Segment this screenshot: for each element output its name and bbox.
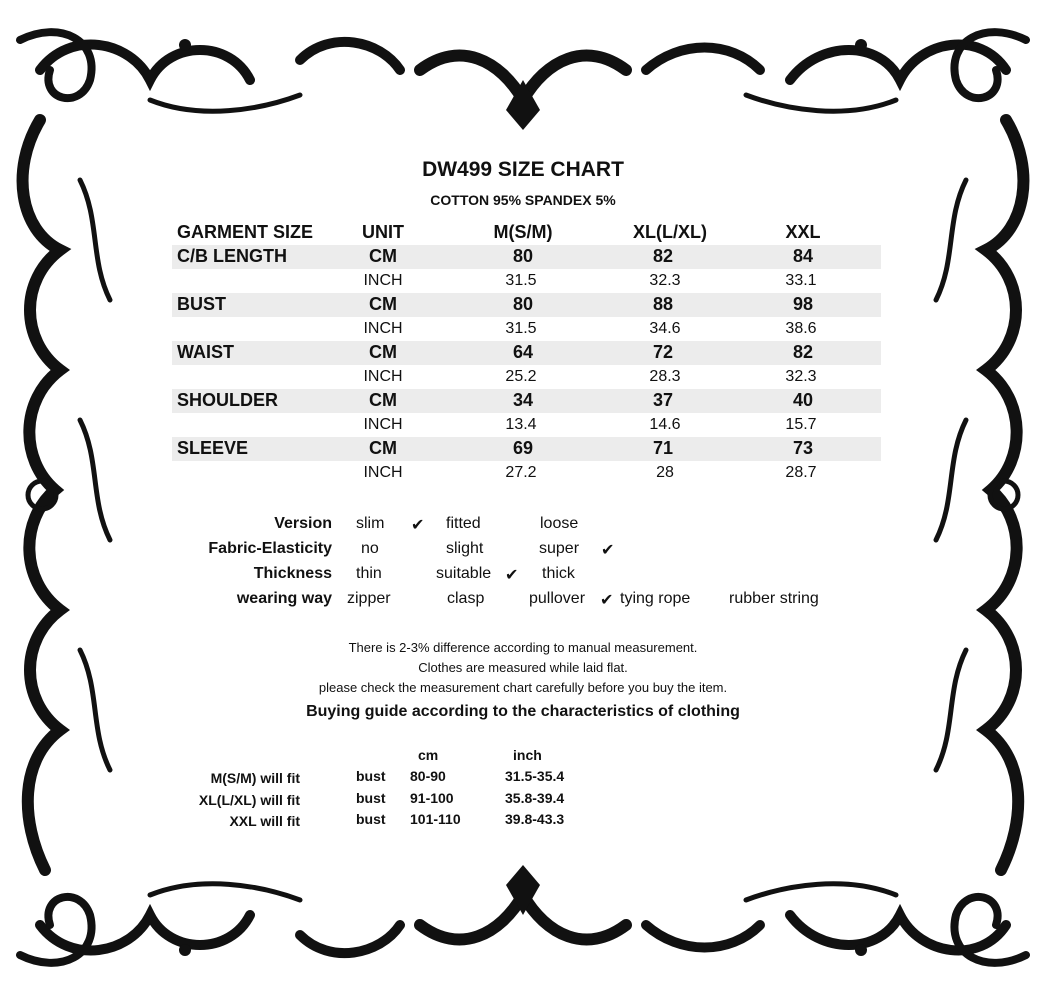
unit-inch: INCH <box>363 368 403 385</box>
page-title: DW499 SIZE CHART <box>422 158 624 181</box>
guide-inch-range: 35.8-39.4 <box>505 790 565 806</box>
value-cm: 82 <box>792 342 814 362</box>
measure-label: C/B LENGTH <box>177 246 287 266</box>
attr-elasticity-label: Fabric-Elasticity <box>208 540 332 557</box>
guide-header-cm: cm <box>418 747 439 763</box>
header-unit: UNIT <box>362 222 404 242</box>
note-laid-flat: Clothes are measured while laid flat. <box>418 660 628 675</box>
unit-inch: INCH <box>363 464 403 481</box>
unit-cm: CM <box>369 294 397 314</box>
attr-option: tying rope <box>620 590 691 607</box>
header-size-m: M(S/M) <box>493 222 553 242</box>
guide-part: bust <box>356 811 386 827</box>
value-cm: 72 <box>652 342 674 362</box>
guide-inch-range: 31.5-35.4 <box>505 768 565 784</box>
value-cm: 40 <box>792 390 814 410</box>
guide-inch-range: 39.8-43.3 <box>505 811 565 827</box>
value-inch: 34.6 <box>649 320 681 337</box>
attr-option: no <box>361 540 379 557</box>
attr-option: super <box>539 540 580 557</box>
check-icon: ✔ <box>411 517 425 534</box>
value-cm: 69 <box>512 438 534 458</box>
attr-option: slim <box>356 515 385 532</box>
attr-option: fitted <box>446 515 481 532</box>
attr-option: rubber string <box>729 590 819 607</box>
guide-size-label: XXL will fit <box>229 813 300 829</box>
measure-label: BUST <box>177 294 226 314</box>
note-check-chart: please check the measurement chart carefully before you buy the item. <box>318 680 728 695</box>
value-cm: 84 <box>792 246 814 266</box>
guide-size-label: M(S/M) will fit <box>210 770 300 786</box>
measure-label: WAIST <box>177 342 234 362</box>
attr-option: zipper <box>347 590 391 607</box>
header-size-xxl: XXL <box>785 222 821 242</box>
value-inch: 32.3 <box>785 368 817 385</box>
value-inch: 28.7 <box>785 464 817 481</box>
header-garment-size: GARMENT SIZE <box>177 222 314 242</box>
guide-size-label: XL(L/XL) will fit <box>198 792 300 808</box>
unit-cm: CM <box>369 438 397 458</box>
value-inch: 14.6 <box>649 416 681 433</box>
value-cm: 82 <box>652 246 674 266</box>
unit-cm: CM <box>369 390 397 410</box>
attr-wearing-label: wearing way <box>236 590 332 607</box>
header-size-xl: XL(L/XL) <box>633 222 707 242</box>
guide-part: bust <box>356 768 386 784</box>
attr-option: clasp <box>447 590 485 607</box>
attr-option: loose <box>540 515 579 532</box>
measure-label: SLEEVE <box>177 438 249 458</box>
value-inch: 27.2 <box>505 464 537 481</box>
value-inch: 33.1 <box>785 272 817 289</box>
attr-option: suitable <box>436 565 492 582</box>
value-cm: 73 <box>792 438 814 458</box>
value-cm: 80 <box>512 294 534 314</box>
value-cm: 80 <box>512 246 534 266</box>
value-inch: 31.5 <box>505 272 537 289</box>
unit-inch: INCH <box>363 320 403 337</box>
guide-part: bust <box>356 790 386 806</box>
guide-cm-range: 91-100 <box>410 790 454 806</box>
unit-cm: CM <box>369 246 397 266</box>
value-inch: 38.6 <box>785 320 817 337</box>
value-inch: 15.7 <box>785 416 817 433</box>
check-icon: ✔ <box>601 542 615 559</box>
attr-option: thick <box>542 565 575 582</box>
unit-inch: INCH <box>363 272 403 289</box>
value-inch: 13.4 <box>505 416 537 433</box>
attr-option: pullover <box>529 590 586 607</box>
value-cm: 37 <box>652 390 674 410</box>
note-measurement-difference: There is 2-3% difference according to manual measurement. <box>348 640 698 655</box>
value-inch: 31.5 <box>505 320 537 337</box>
unit-inch: INCH <box>363 416 403 433</box>
attr-option: thin <box>356 565 382 582</box>
unit-cm: CM <box>369 342 397 362</box>
check-icon: ✔ <box>505 567 519 584</box>
attr-option: slight <box>446 540 484 557</box>
value-inch: 32.3 <box>649 272 681 289</box>
measure-label: SHOULDER <box>177 390 279 410</box>
guide-cm-range: 80-90 <box>410 768 446 784</box>
attr-thickness-label: Thickness <box>253 565 332 582</box>
value-inch: 28.3 <box>649 368 681 385</box>
fabric-composition: COTTON 95% SPANDEX 5% <box>430 192 616 208</box>
value-cm: 88 <box>652 294 674 314</box>
value-cm: 98 <box>792 294 814 314</box>
value-cm: 64 <box>512 342 534 362</box>
value-cm: 34 <box>512 390 534 410</box>
check-icon: ✔ <box>600 592 614 609</box>
value-inch: 25.2 <box>505 368 537 385</box>
buying-guide-title: Buying guide according to the characteristics of clothing <box>306 703 740 720</box>
value-cm: 71 <box>652 438 674 458</box>
attr-version-label: Version <box>274 515 332 532</box>
guide-cm-range: 101-110 <box>410 811 461 827</box>
value-inch: 28 <box>656 464 674 481</box>
guide-header-inch: inch <box>513 747 542 763</box>
